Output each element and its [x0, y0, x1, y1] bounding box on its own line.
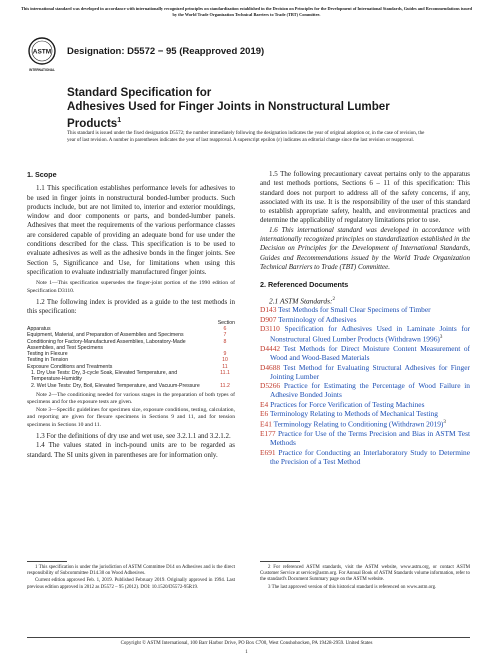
toc-row: Exposure Conditions and Treatments 11 [27, 363, 228, 370]
note-2: Note 2—The conditioning needed for various stages in the preparation of both types of specimens and for the exposure tests are given. [27, 391, 235, 406]
toc-row: Apparatus 6 [27, 325, 227, 332]
toc-row: Equipment, Material, and Preparation of Assemblies and Specimens 7 [27, 332, 227, 339]
reference-item[interactable]: E4 Practices for Force Verification of Testing Machines [260, 399, 425, 409]
toc-row: Testing in Flexure 9 [27, 351, 227, 358]
logo-bottom-text: INTERNATIONAL [29, 68, 55, 72]
astm-logo [27, 36, 57, 74]
footnote-rule-left [27, 561, 67, 562]
astm-logo-icon [27, 36, 57, 74]
toc-row: Testing in Tension 10 [27, 357, 228, 364]
logo-top-text: ASTM [32, 48, 52, 56]
para-1-1: 1.1 This specification establishes performance levels for adhesives to be used in finger joints in nonstructural bonded-lumber products. Such products include, but are not limited to, interior and exterior mouldings, window and door components or parts, and bonded-lumber panels. Adhesives that meet the requirements of the various performance classes are considered capable of providing an adequate bond for use under the conditions described for the class. This specification is to be used to evaluate adhesives as well as the adhesive bonds in the finger joints. See Section 5, Significance and Use, for limitations when using this specification to evaluate industrially manufactured finger joints. [27, 184, 235, 276]
section-index [27, 320, 235, 389]
note-1: Note 1—This specification supersedes the finger-joint portion of the 1990 edition of Specification D3110. [27, 280, 235, 294]
title-footnote-mark: 1 [117, 117, 122, 124]
footnote-1: 1 This specification is under the jurisdiction of ASTM Committee D14 on Adhesives and is the direct responsibility of Subcommittee D14.30 on Wood Adhesives. [27, 565, 235, 577]
references-list [260, 295, 470, 467]
footnote-1-edition: Current edition approved Feb. 1, 2019. Published February 2019. Originally approved in 1994. Last previous edition approved in 2012 as D5572 – 95 (2012). DOI: 10.1520/D5572-95R19. [27, 578, 235, 590]
references-heading: 2. Referenced Documents [260, 280, 349, 290]
footnote-3: 3 The last approved version of this historical standard is referenced on www.astm.org. [268, 584, 437, 590]
reference-item[interactable]: D143 Test Methods for Small Clear Specimens of Timber [260, 305, 431, 315]
toc-row: Conditioning for Factory-Manufactured Assemblies, Laboratory-Made Assemblies, and Test Specimens 8 [27, 338, 227, 351]
para-1-6: 1.6 This international standard was developed in accordance with internationally recognized principles on standardization established in the Decision on Principles for the Development of International Standards, Guides and Recommendations issued by the World Trade Organization Technical Barriers to Trade (TBT) Committee. [260, 225, 470, 271]
reference-item[interactable]: D4688 Test Method for Evaluating Structural Adhesives for Finger Jointing Lumber [260, 362, 470, 381]
para-1-2: 1.2 The following index is provided as a guide to the test methods in this specification: [27, 298, 235, 316]
reference-item[interactable]: E691 Practice for Conducting an Interlaboratory Study to Determine the Precision of a Test Method [260, 447, 470, 467]
tbt-notice: This international standard was developed in accordance with internationally recognized principles on standardization established in the Decision on Principles for the Development of International Standards, Guides and Recommendations issued by the World Trade Organization Technical Barriers to Trade (TBT) Committee. [21, 6, 472, 17]
reference-item[interactable]: E6 Terminology Relating to Methods of Mechanical Testing [260, 409, 438, 419]
footer-rule [27, 637, 470, 638]
footnote-2: 2 For referenced ASTM standards, visit the ASTM website, www.astm.org, or contact ASTM Customer Service at service@astm.org. For Annual Book of ASTM Standards volume information, refer to the standard's Document Summary page on the ASTM website. [260, 565, 470, 583]
reference-item[interactable]: E177 Practice for Use of the Terms Precision and Bias in ASTM Test Methods [260, 429, 470, 448]
left-column [27, 170, 235, 460]
copyright-footer: Copyright © ASTM International, 100 Barr Harbor Drive, PO Box C700, West Conshohocken, PA 19428-2959. United States [120, 641, 373, 646]
scope-heading: 1. Scope [27, 170, 57, 179]
toc-row: 2. Wet Use Tests: Dry, Boil, Elevated Temperature, and Vacuum-Pressure 11.2 [31, 382, 230, 389]
issuance-statement: This standard is issued under the fixed designation D5572; the number immediately following the designation indicates the year of original adoption or, in the case of revision, the year of last revision. A number in parentheses indicates the year of last reapproval. A superscript epsilon (ε) indicates an editorial change since the last revision or reapproval. [67, 131, 425, 143]
page-number: 1 [245, 650, 248, 655]
reference-item[interactable]: D5266 Practice for Estimating the Percentage of Wood Failure in Adhesive Bonded Joints [260, 381, 470, 400]
footnotes-left [27, 565, 235, 592]
document-title [67, 86, 407, 131]
reference-item[interactable]: D907 Terminology of Adhesives [260, 314, 357, 324]
toc-header: Section [217, 319, 235, 326]
title-line-2: Adhesives Used for Finger Joints in Nonstructural Lumber Products$^1$ [67, 100, 390, 130]
footnotes-right [260, 565, 470, 592]
para-1-3: 1.3 For the definitions of dry use and wet use, see 3.2.1.1 and 3.2.1.2. [36, 431, 231, 440]
para-1-5: 1.5 The following precautionary caveat pertains only to the apparatus and test methods portions, Sections 6 – 11 of this specification: This standard does not purport to address all of the safety concerns, if any, associated with its use. It is the responsibility of the user of this standard to establish appropriate safety, health, and environmental practices and determine the applicability of regulatory limitations prior to use. [260, 170, 470, 225]
footnote-rule-right [260, 561, 300, 562]
reference-item[interactable]: D3110 Specification for Adhesives Used in Laminate Joints for Nonstructural Glued Lumber Products (Withdrawn 1996)$^3$ [260, 323, 470, 344]
reference-item[interactable]: E41 Terminology Relating to Conditioning (Withdrawn 2019)$^3$ [260, 419, 446, 429]
title-line-1: Standard Specification for [67, 86, 212, 99]
right-column [260, 170, 470, 466]
astm-standards-subheading: 2.1 ASTM Standards:$^2$ [269, 296, 335, 306]
designation: Designation: D5572 − 95 (Reapproved 2019) [67, 46, 265, 57]
note-3: Note 3—Specific guidelines for specimen size, exposure conditions, testing, calculation, and reporting are given for flexure specimens in Sections 9 and 11, and for tension specimens in Sections 10 and 11. [27, 406, 235, 428]
toc-row: 1. Dry Use Tests: Dry, 3-cycle Soak, Elevated Temperature, and Temperature-Humidity 11.1 [31, 370, 230, 383]
reference-item[interactable]: D4442 Test Methods for Direct Moisture Content Measurement of Wood and Wood-Based Materials [260, 343, 471, 363]
para-1-4: 1.4 The values stated in inch-pound units are to be regarded as standard. The SI units given in parentheses are for information only. [27, 441, 235, 459]
